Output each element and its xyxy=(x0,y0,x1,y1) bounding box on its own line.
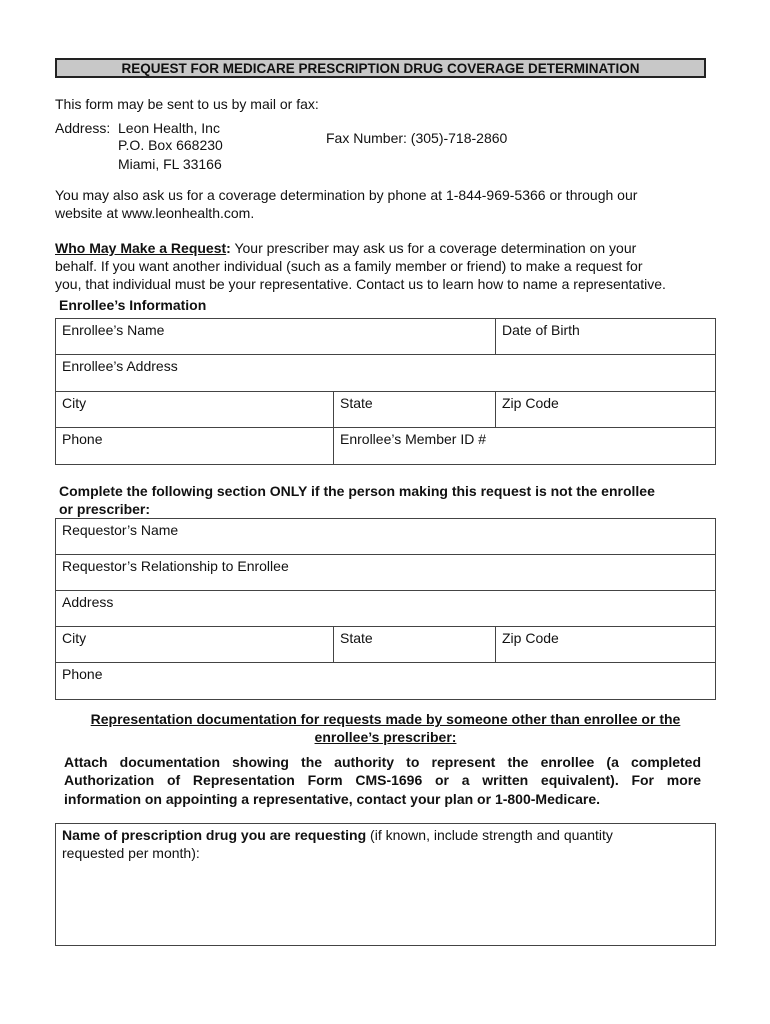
drug-name-field[interactable] xyxy=(55,823,716,946)
phone-text-line-2: website at www.leonhealth.com. xyxy=(55,205,255,221)
drug-label-bold: Name of prescription drug you are requesting xyxy=(62,827,367,843)
enrollee-state-field[interactable] xyxy=(333,391,496,428)
requestor-zip-field[interactable] xyxy=(495,626,716,663)
enrollee-name-field[interactable] xyxy=(55,318,496,355)
enrollee-dob-label: Date of Birth xyxy=(502,322,580,338)
enrollee-city-label: City xyxy=(62,395,87,411)
requestor-heading-line-2: or prescriber: xyxy=(59,501,151,517)
drug-label-line-2: requested per month): xyxy=(62,845,200,861)
who-text-1: Your prescriber may ask us for a coverage determination on your xyxy=(230,240,637,256)
requestor-name-label: Requestor’s Name xyxy=(62,522,179,538)
representation-body-line-1: Attach documentation showing the authority to represent the enrollee (a completed xyxy=(64,754,701,770)
who-line-2: behalf. If you want another individual (such as a family member or friend) to make a request for xyxy=(55,258,643,274)
requestor-state-field[interactable] xyxy=(333,626,496,663)
requestor-name-field[interactable] xyxy=(55,518,716,555)
enrollee-address-field[interactable] xyxy=(55,354,716,392)
requestor-address-label: Address xyxy=(62,594,114,610)
enrollee-phone-field[interactable] xyxy=(55,427,334,465)
enrollee-table xyxy=(55,318,716,465)
requestor-zip-label: Zip Code xyxy=(502,630,559,646)
representation-body-line-2: Authorization of Representation Form CMS-1696 or a written equivalent). For more xyxy=(64,772,701,788)
requestor-phone-field[interactable] xyxy=(55,662,716,700)
form-title: REQUEST FOR MEDICARE PRESCRIPTION DRUG COVERAGE DETERMINATION xyxy=(55,58,706,78)
representation-body-line-3: information on appointing a representative, contact your plan or 1-800-Medicare. xyxy=(64,791,600,807)
enrollee-zip-label: Zip Code xyxy=(502,395,559,411)
requestor-phone-label: Phone xyxy=(62,666,103,682)
enrollee-member-id-label: Enrollee’s Member ID # xyxy=(340,431,487,447)
representation-heading-line-2: enrollee’s prescriber: xyxy=(314,729,457,745)
enrollee-state-label: State xyxy=(340,395,373,411)
phone-text-line-1: You may also ask us for a coverage determination by phone at 1-844-969-5366 or through our xyxy=(55,187,638,203)
who-colon: : xyxy=(226,240,231,256)
who-line-3: you, that individual must be your representative. Contact us to learn how to name a representative. xyxy=(55,276,666,292)
enrollee-zip-field[interactable] xyxy=(495,391,716,428)
enrollee-dob-field[interactable] xyxy=(495,318,716,355)
requestor-state-label: State xyxy=(340,630,373,646)
requestor-address-field[interactable] xyxy=(55,590,716,627)
requestor-relationship-label: Requestor’s Relationship to Enrollee xyxy=(62,558,289,574)
drug-label-rest: (if known, include strength and quantity xyxy=(366,827,613,843)
enrollee-member-id-field[interactable] xyxy=(333,427,716,465)
address-line-3: Miami, FL 33166 xyxy=(118,156,222,172)
requestor-relationship-field[interactable] xyxy=(55,554,716,591)
requestor-city-field[interactable] xyxy=(55,626,334,663)
intro-text: This form may be sent to us by mail or fax: xyxy=(55,96,319,112)
enrollee-address-label: Enrollee’s Address xyxy=(62,358,178,374)
representation-heading-line-1: Representation documentation for requests made by someone other than enrollee or the xyxy=(90,711,681,727)
fax-number: Fax Number: (305)-718-2860 xyxy=(326,130,508,146)
enrollee-heading: Enrollee’s Information xyxy=(59,297,207,313)
enrollee-phone-label: Phone xyxy=(62,431,103,447)
address-line-1: Leon Health, Inc xyxy=(118,120,220,136)
who-line-1 xyxy=(55,239,636,257)
address-label: Address: xyxy=(55,120,111,136)
requestor-heading-line-1: Complete the following section ONLY if the person making this request is not the enrollee xyxy=(59,483,655,499)
enrollee-city-field[interactable] xyxy=(55,391,334,428)
enrollee-name-label: Enrollee’s Name xyxy=(62,322,165,338)
drug-label-line-1 xyxy=(62,826,613,844)
address-line-2: P.O. Box 668230 xyxy=(118,137,223,153)
requestor-city-label: City xyxy=(62,630,87,646)
who-heading: Who May Make a Request xyxy=(55,240,227,256)
requestor-table xyxy=(55,518,716,700)
